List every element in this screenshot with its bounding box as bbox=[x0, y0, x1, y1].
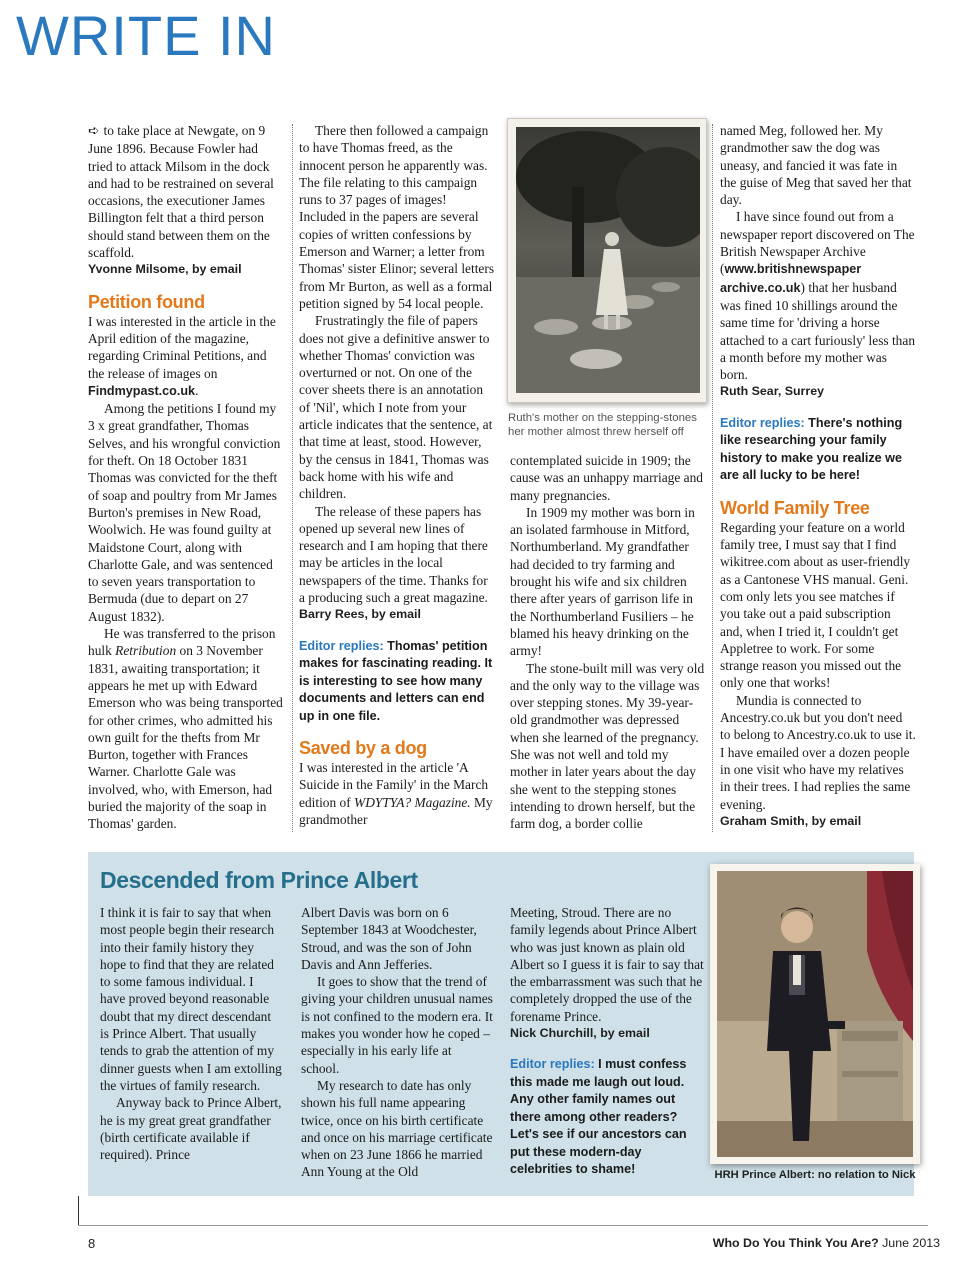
letter-paragraph: I think it is fair to say that when most people begin their research into their family history they hope to find that they are related to some famous individual. I have proved beyond reasonable doubt that my direct descendant is Prince Albert. That usually tends to grab the attention of my dinner guests when I am extolling the virtues of family research. bbox=[100, 905, 282, 1093]
column-rule bbox=[292, 124, 293, 832]
letter-signature: Graham Smith, by email bbox=[720, 813, 862, 828]
box-column-1 bbox=[100, 904, 282, 1163]
footer-rule bbox=[78, 1225, 928, 1226]
letter-paragraph: He was transferred to the prison hulk Retribution on 3 November 1831, awaiting transportation; it appears he met up with Edward Emerson who was being transported for other crimes, who admitted his own guilt for the thefts from Mr Burton, together with Frances Warner. Charlotte Gale was involved, who, with Emerson, had buried the majority of the soap in Thomas' garden. bbox=[88, 626, 283, 832]
letter-signature: Yvonne Milsome, by email bbox=[88, 262, 242, 277]
letter-paragraph: My research to date has only shown his full name appearing twice, once on his birth certificate and once on his marriage certificate when on 23 June 1866 he married Ann Young at the Old bbox=[301, 1077, 493, 1180]
letter-heading-tree: World Family Tree bbox=[720, 497, 870, 518]
letters-column-4 bbox=[720, 122, 916, 830]
letter-paragraph: named Meg, followed her. My grandmother saw the dog was uneasy, and fancied it was fate in the guise of Meg that saved her that day. bbox=[720, 123, 912, 208]
letter-paragraph: In 1909 my mother was born in an isolated farmhouse in Mitford, Northumberland. My grandfather had decided to try farming and brought his wife and six children there after years of garrison life in the Northumberland Fusiliers – he blamed his heavy drinking on the army! bbox=[510, 504, 695, 659]
letter-paragraph: The release of these papers has opened up several new lines of research and I am hoping that there may be articles in the local newspapers of the time. Thanks for a producing such a great magazine. bbox=[299, 503, 488, 606]
editor-reply: Editor replies: I must confess this made me laugh out loud. Any other family names out there among other readers? Let's see if our ancestors can put these modern-day celebrities to shame! bbox=[510, 1057, 687, 1177]
letter-paragraph: I have since found out from a newspaper report discovered on The British Newspaper Archive (www.britishnewspaper archive.co.uk) that her husband was fined 10 shillings around the same time for 'driving a horse attached to a cart furiously' less than a month before my mother was born. bbox=[720, 209, 916, 383]
letter-paragraph: I was interested in the article in the April edition of the magazine, regarding Criminal Petitions, and the release of images on Findmypast.co.uk. bbox=[88, 313, 276, 398]
letter-continued: ➪ to take place at Newgate, on 9 June 1896. Because Fowler had tried to attack Milsom in the dock and had to be restrained on several occasions, the executioner James Billington felt that a third person should stand between them on the scaffold. bbox=[88, 123, 274, 261]
letters-column-2 bbox=[299, 122, 495, 828]
letter-paragraph: There then followed a campaign to have Thomas freed, as the innocent person he apparently was. The file relating to this campaign runs to 37 pages of images! Included in the papers are several copies of written confessions by Emerson and Warner; a letter from Thomas' sister Elinor; several letters from Mr Burton, as well as a formal petition signed by 54 local people. bbox=[299, 123, 495, 311]
letter-paragraph: Albert Davis was born on 6 September 1843 at Woodchester, Stroud, and was the son of John Davis and Ann Jefferies. bbox=[301, 905, 477, 972]
prince-albert-portrait-image bbox=[717, 871, 913, 1157]
website-link[interactable]: www.britishnewspaper archive.co.uk bbox=[720, 262, 862, 295]
letter-paragraph: Anyway back to Prince Albert, he is my great great grandfather (birth certificate available if required). Prince bbox=[100, 1095, 282, 1163]
prince-albert-photo bbox=[710, 864, 920, 1164]
footer-vertical-rule bbox=[78, 1196, 79, 1226]
letter-heading-petition: Petition found bbox=[88, 291, 205, 312]
section-title: WRITE IN bbox=[16, 4, 276, 67]
continued-arrow-icon: ➪ bbox=[88, 124, 104, 139]
letter-paragraph: Regarding your feature on a world family tree, I must say that I find wikitree.com about as user-friendly as a Cantonese VHS manual. Geni. com only lets you see matches if you take out a paid subscription and, when I tried it, I couldn't get Appletree to work. For some strange reason you missed out the only one that works! bbox=[720, 519, 911, 691]
letter-paragraph: Mundia is connected to Ancestry.co.uk but you don't need to belong to Ancestry.co.uk to use it. I have emailed over a dozen people in one visit who have my relatives in their trees. I had replies the same evening. bbox=[720, 692, 916, 812]
letters-column-3 bbox=[510, 452, 706, 833]
magazine-issue: Who Do You Think You Are? June 2013 bbox=[712, 1236, 940, 1250]
letter-paragraph: Among the petitions I found my 3 x great grandfather, Thomas Selves, and his wrongful conviction for theft. On 18 October 1831 Thomas was convicted for the theft of soap and poultry from Mr James Burton's premises in New Road, Woolwich. He was found guilty at Maidstone Court, along with Charlotte Gale, and was sentenced to seven years transportation to Bermuda (due to depart on 27 August 1832). bbox=[88, 401, 281, 624]
letter-paragraph: I was interested in the article 'A Suicide in the Family' in the March edition of WDYTYA? Magazine. My grandmother bbox=[299, 760, 493, 827]
page-number: 8 bbox=[88, 1236, 96, 1251]
feature-box-title: Descended from Prince Albert bbox=[100, 867, 418, 893]
letter-paragraph: Frustratingly the file of papers does not give a definitive answer to whether Thomas' conviction was overturned or not. On one of the cover sheets there is an annotation of 'Nil', which I note from your article indicates that the sentence, at that time at least, stood. However, by the census in 1841, Thomas was back home with his wife and children. bbox=[299, 313, 493, 502]
letter-signature: Barry Rees, by email bbox=[299, 607, 421, 622]
woman-on-stepping-stones-image bbox=[516, 127, 700, 393]
letter-heading-dog: Saved by a dog bbox=[299, 738, 427, 759]
box-column-2 bbox=[301, 904, 493, 1181]
box-column-3 bbox=[510, 904, 706, 1179]
letters-column-1 bbox=[88, 122, 284, 833]
photo-caption: Ruth's mother on the stepping-stones her mother almost threw herself off bbox=[508, 412, 697, 438]
column-rule bbox=[712, 124, 713, 832]
letter-paragraph: It goes to show that the trend of giving your children unusual names is not confined to the modern era. It makes you wonder how he coped – especially in his early life at school. bbox=[301, 974, 493, 1076]
photo-caption: HRH Prince Albert: no relation to Nick bbox=[714, 1169, 916, 1181]
website-link[interactable]: Findmypast.co.uk bbox=[88, 383, 196, 398]
editor-reply: Editor replies: There's nothing like researching your family history to make you realize we are all lucky to be here! bbox=[720, 415, 903, 483]
letter-paragraph: contemplated suicide in 1909; the cause was an unhappy marriage and many pregnancies. bbox=[510, 453, 703, 503]
letter-paragraph: Meeting, Stroud. There are no family legends about Prince Albert who was just known as plain old Albert so I guess it is fair to say that the embarrassment was such that he completely dropped the use of the forename Prince. bbox=[510, 905, 704, 1024]
letter-signature: Nick Churchill, by email bbox=[510, 1026, 650, 1041]
letter-paragraph: The stone-built mill was very old and the only way to the village was over stepping stones. My 39-year-old grandmother was depressed when she learned of the pregnancy. She was not well and told my mother in later years about the day she went to the stepping stones intending to drown herself, but the farm dog, a border collie bbox=[510, 660, 705, 832]
editor-reply: Editor replies: Thomas' petition makes for fascinating reading. It is interesting to see how many documents and letters can end up in one file. bbox=[299, 638, 493, 723]
stepping-stones-photo bbox=[507, 118, 707, 403]
letter-signature: Ruth Sear, Surrey bbox=[720, 384, 824, 399]
